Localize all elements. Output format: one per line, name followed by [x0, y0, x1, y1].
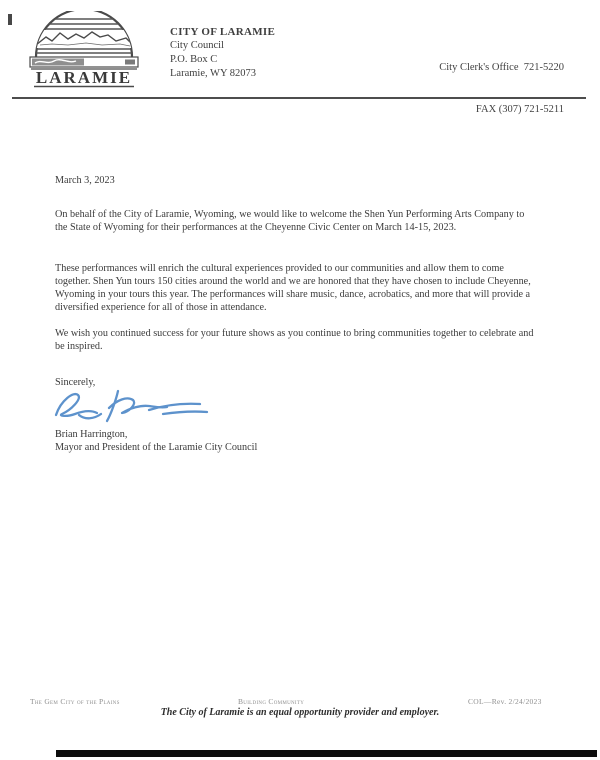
signer-title: Mayor and President of the Laramie City Council — [55, 441, 258, 453]
letterhead-address-block — [170, 25, 275, 81]
signer-name: Brian Harrington, — [55, 429, 128, 440]
footer-revision: COL—Rev. 2/24/2023 — [468, 697, 542, 706]
org-name: CITY OF LARAMIE — [170, 26, 276, 38]
paragraph-wishes: We wish you continued success for your future shows as you continue to bring communities together to celebrate and be inspired. — [55, 328, 534, 352]
org-dept: City Council — [170, 40, 224, 51]
signer-block — [55, 429, 257, 454]
org-city-state-zip: Laramie, WY 82073 — [170, 68, 257, 79]
closing-salutation: Sincerely, — [55, 377, 96, 388]
letter-date: March 3, 2023 — [55, 175, 115, 186]
footer-tagline: The City of Laramie is an equal opportunity provider and employer. — [160, 707, 440, 718]
logo-wordmark — [31, 68, 137, 87]
laramie-logo-text: LARAMIE — [35, 68, 133, 87]
scan-artifact — [8, 14, 12, 25]
footer-motto-center: Building Community — [238, 697, 305, 706]
letterhead-divider — [12, 97, 586, 99]
logo-banner — [30, 57, 138, 67]
footer-motto-left: The Gem City of the Plains — [30, 697, 120, 706]
clerk-phone: City Clerk's Office 721-5220 — [439, 62, 564, 73]
clerk-fax: FAX (307) 721-5211 — [475, 104, 564, 115]
paragraph-performances: These performances will enrich the cultural experiences provided to our communities and allow them to come together. Shen Yun tours 150 cities around the world and we are honored that they have chosen to include Cheyenne, Wyoming in your tours this year. The performances will share music, dance, acrobatics, and more that will provide a diversified experience for all of those in attendance. — [55, 263, 531, 313]
laramie-city-logo — [28, 11, 140, 89]
letterhead-contact-block — [439, 33, 564, 145]
org-pobox: P.O. Box C — [170, 54, 218, 65]
scan-edge-bar — [56, 750, 597, 757]
logo-mountains-icon — [28, 30, 140, 48]
signature-handwriting — [50, 387, 214, 429]
paragraph-welcome: On behalf of the City of Laramie, Wyoming, we would like to welcome the Shen Yun Performing Arts Company to the State of Wyoming for their performances at the Cheyenne Civic Center on March 14-15, 2023. — [55, 209, 525, 233]
